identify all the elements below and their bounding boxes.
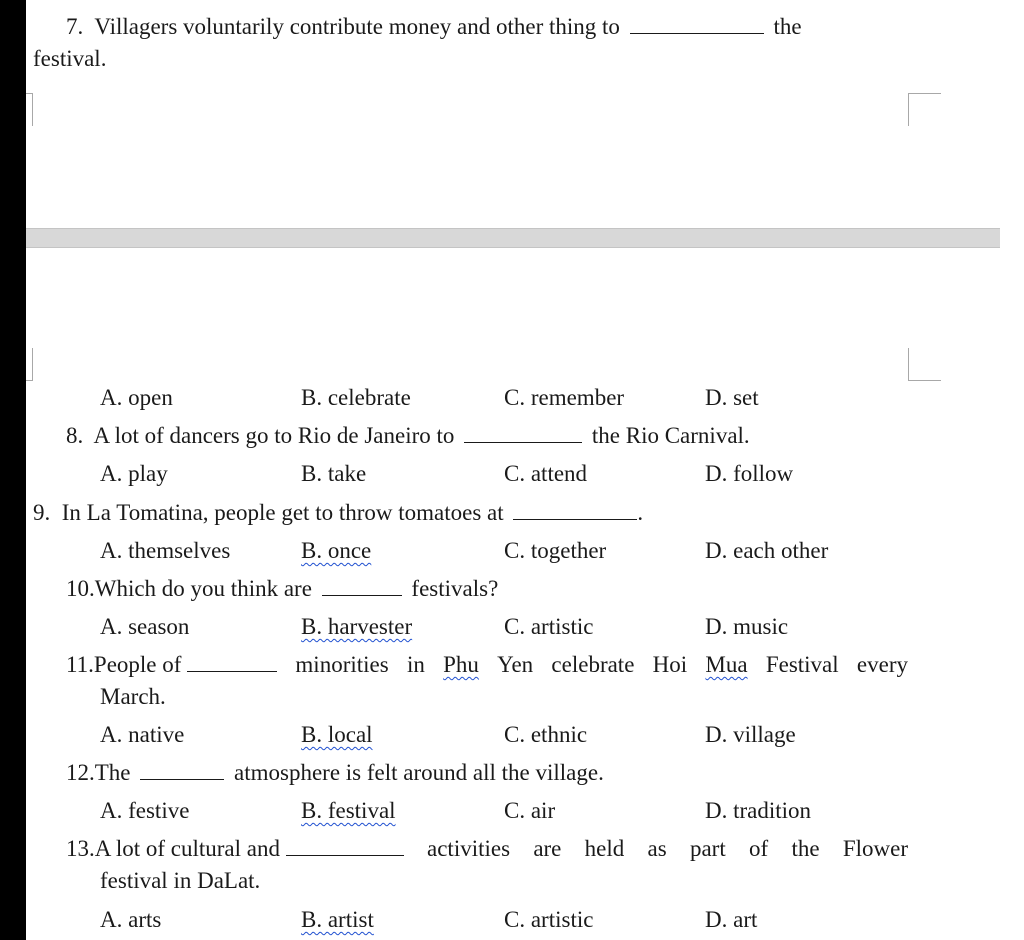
- question-number: 12.: [66, 760, 95, 785]
- word: held: [584, 836, 625, 861]
- left-dark-margin: [0, 0, 26, 940]
- option-a[interactable]: A. festive: [100, 798, 190, 823]
- crop-mark-top-right: [908, 93, 941, 126]
- option-b[interactable]: B. local: [301, 722, 373, 747]
- option-c[interactable]: C. together: [504, 538, 607, 563]
- word: Yen: [497, 652, 534, 677]
- answer-blank[interactable]: [513, 501, 637, 520]
- option-d[interactable]: D. village: [705, 722, 796, 747]
- question-13-line: [66, 835, 908, 863]
- page-break-gap: [26, 228, 1000, 248]
- option-b[interactable]: B. artist: [301, 907, 374, 932]
- question-12-line: [66, 759, 604, 787]
- question-text: In La Tomatina, people get to throw tomatoes at: [61, 500, 504, 525]
- answer-blank[interactable]: [140, 761, 224, 780]
- option-b[interactable]: B. harvester: [301, 614, 413, 639]
- word: Flower: [842, 836, 908, 861]
- answer-blank[interactable]: [464, 424, 582, 443]
- word: activities: [427, 836, 511, 861]
- question-11-line: [66, 651, 908, 679]
- question-text-after: .: [637, 500, 644, 525]
- word: minorities: [295, 652, 389, 677]
- word: every: [856, 652, 908, 677]
- word: part: [689, 836, 726, 861]
- option-b[interactable]: B. celebrate: [301, 385, 411, 410]
- question-text: Which do you think are: [94, 576, 312, 601]
- option-b[interactable]: B. festival: [301, 798, 396, 823]
- option-c[interactable]: C. ethnic: [504, 722, 588, 747]
- option-a[interactable]: A. arts: [100, 907, 162, 932]
- word: Hoi: [652, 652, 688, 677]
- option-d[interactable]: D. music: [705, 614, 789, 639]
- word: as: [647, 836, 667, 861]
- option-a[interactable]: A. native: [100, 722, 185, 747]
- option-a[interactable]: A. season: [100, 614, 190, 639]
- option-d[interactable]: D. each other: [705, 538, 829, 563]
- word: of: [749, 836, 769, 861]
- option-d[interactable]: D. tradition: [705, 798, 812, 823]
- option-c[interactable]: C. artistic: [504, 614, 594, 639]
- question-text-after: the: [773, 14, 802, 39]
- question-text-after: atmosphere is felt around all the village.: [234, 760, 604, 785]
- question-number: 13.: [66, 836, 95, 861]
- option-a[interactable]: A. themselves: [100, 538, 231, 563]
- question-13-continuation: festival in DaLat.: [100, 868, 261, 893]
- answer-blank[interactable]: [286, 837, 404, 856]
- question-number: 7.: [66, 14, 84, 39]
- word: are: [533, 836, 562, 861]
- question-text: A lot of dancers go to Rio de Janeiro to: [93, 423, 455, 448]
- crop-mark-top-left: [26, 93, 33, 126]
- question-7-continuation: festival.: [33, 46, 107, 71]
- question-text-after: festivals?: [411, 576, 499, 601]
- question-text: People of: [93, 652, 182, 677]
- option-d[interactable]: D. follow: [705, 461, 794, 486]
- option-b[interactable]: B. once: [301, 538, 372, 563]
- question-number-and-text: [66, 835, 404, 863]
- option-a[interactable]: A. play: [100, 461, 168, 486]
- word: Phu: [443, 652, 479, 677]
- option-c[interactable]: C. artistic: [504, 907, 594, 932]
- crop-mark-bottom-right: [908, 348, 941, 381]
- question-7-line: [66, 13, 802, 41]
- word: Mua: [705, 652, 748, 677]
- question-text-after: the Rio Carnival.: [591, 423, 750, 448]
- question-text: A lot of cultural and: [94, 836, 280, 861]
- option-d[interactable]: D. art: [705, 907, 758, 932]
- question-text: Villagers voluntarily contribute money and other thing to: [94, 14, 620, 39]
- option-d[interactable]: D. set: [705, 385, 759, 410]
- option-c[interactable]: C. remember: [504, 385, 625, 410]
- option-a[interactable]: A. open: [100, 385, 173, 410]
- question-11-continuation: March.: [100, 684, 166, 709]
- question-text: The: [94, 760, 131, 785]
- word: celebrate: [551, 652, 635, 677]
- word: in: [406, 652, 425, 677]
- question-number: 9.: [33, 500, 51, 525]
- question-9-line: [33, 499, 643, 527]
- option-c[interactable]: C. air: [504, 798, 556, 823]
- word: Festival: [765, 652, 839, 677]
- question-number: 8.: [66, 423, 84, 448]
- question-8-line: [66, 422, 750, 450]
- question-number-and-text: [66, 651, 277, 679]
- crop-mark-bottom-left: [26, 348, 33, 381]
- word: the: [791, 836, 820, 861]
- option-b[interactable]: B. take: [301, 461, 367, 486]
- option-c[interactable]: C. attend: [504, 461, 588, 486]
- question-number: 11.: [66, 652, 94, 677]
- question-10-line: [66, 575, 498, 603]
- question-number: 10.: [66, 576, 95, 601]
- answer-blank[interactable]: [187, 653, 277, 672]
- answer-blank[interactable]: [322, 577, 402, 596]
- answer-blank[interactable]: [630, 15, 764, 34]
